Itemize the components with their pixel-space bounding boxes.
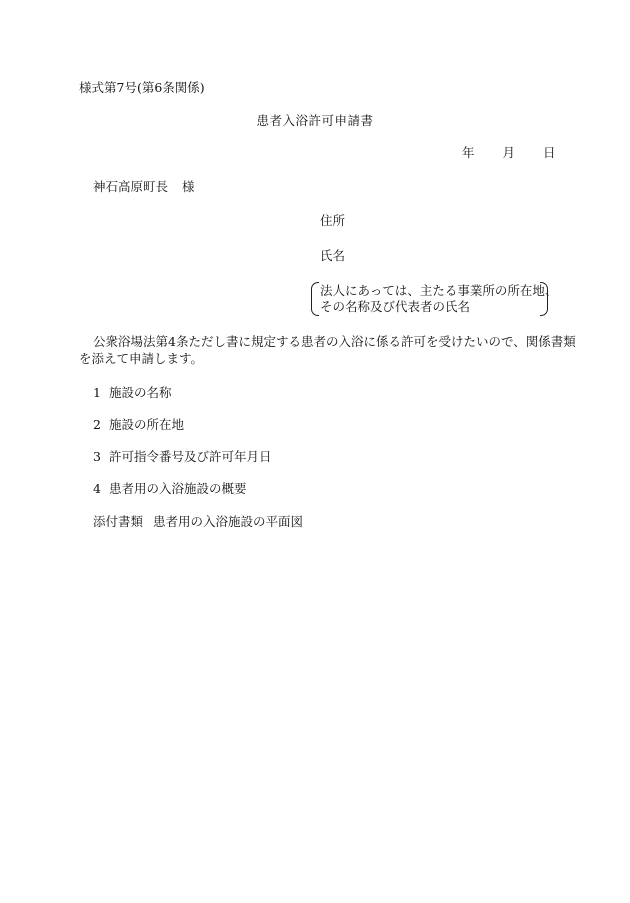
date-month-label: 月: [502, 145, 516, 160]
list-item: [93, 483, 247, 496]
attachments-label: 添付書類: [93, 514, 144, 529]
attachments: [93, 516, 303, 529]
corporate-note: [311, 282, 558, 316]
document-title: 患者入浴許可申請書: [256, 113, 374, 128]
item-number: 4: [93, 481, 101, 496]
item-label: 許可指令番号及び許可年月日: [109, 449, 272, 464]
applicant-name-label: 氏名: [320, 248, 346, 263]
item-label: 施設の所在地: [109, 417, 185, 432]
corporate-note-line1: 法人にあっては、主たる事業所の所在地、: [320, 283, 558, 298]
applicant-address-label: 住所: [320, 213, 346, 228]
item-label: 施設の名称: [109, 385, 172, 400]
right-bracket: [540, 282, 548, 316]
item-number: 3: [93, 449, 101, 464]
list-item: [93, 451, 272, 464]
date-day-label: 日: [543, 145, 556, 160]
form-number: 様式第7号(第6条関係): [79, 80, 205, 95]
list-item: [93, 387, 172, 400]
item-label: 患者用の入浴施設の概要: [109, 481, 247, 496]
addressee: [93, 181, 195, 194]
item-number: 2: [93, 417, 101, 432]
body-text-line1: 公衆浴場法第4条ただし書に規定する患者の入浴に係る許可を受けたいので、関係書類: [93, 334, 576, 349]
item-number: 1: [93, 385, 101, 400]
addressee-honorific: 様: [182, 179, 195, 194]
list-item: [93, 419, 184, 432]
attachments-value: 患者用の入浴施設の平面図: [153, 514, 304, 529]
left-bracket: [311, 282, 319, 316]
corporate-note-line2: その名称及び代表者の氏名: [320, 299, 471, 314]
date-year-label: 年: [462, 145, 475, 160]
date-line: [462, 147, 556, 160]
body-text-line2: を添えて申請します。: [79, 351, 204, 366]
addressee-name: 神石高原町長: [93, 179, 169, 194]
